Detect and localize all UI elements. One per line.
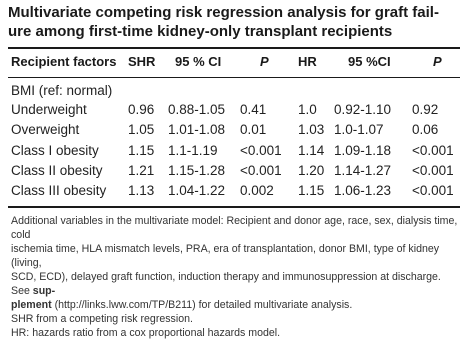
supplement-link-text: sup- [32, 285, 56, 297]
footnote-text: SCD, ECD), delayed graft function, induction therapy and immunosuppression at discharge. See [11, 271, 441, 297]
footnote-line: ischemia time, HLA mismatch levels, PRA, era of transplantation, donor BMI, type of kidney (living, [11, 243, 440, 269]
cell-hr: 1.14 [298, 143, 325, 158]
cell-hr-p: <0.001 [412, 183, 454, 198]
cell-hr: 1.0 [298, 102, 317, 117]
table-header-rule [8, 77, 460, 78]
cell-hr-p: 0.92 [412, 102, 439, 117]
cell-hr-p: 0.06 [412, 122, 439, 137]
cell-shr-p: 0.41 [240, 102, 267, 117]
cell-hr-ci: 1.14-1.27 [334, 163, 392, 178]
header-hr-p: P [433, 54, 442, 69]
cell-shr-p: <0.001 [240, 163, 282, 178]
cell-shr-p: 0.002 [240, 183, 274, 198]
header-recipient-factors: Recipient factors [11, 54, 117, 69]
cell-hr: 1.15 [298, 183, 325, 198]
footnote-line [11, 270, 461, 298]
footnote-hr: HR: hazards ratio from a cox proportional hazards model. [11, 327, 281, 339]
cell-shr: 0.96 [128, 102, 155, 117]
cell-factor: Class II obesity [11, 163, 103, 178]
footnote-shr: SHR from a competing risk regression. [11, 313, 193, 325]
group-label: BMI (ref: normal) [11, 83, 113, 98]
footnote-text: (http://links.lww.com/TP/B211) for detailed multivariate analysis. [51, 299, 353, 311]
cell-shr-p: <0.001 [240, 143, 282, 158]
cell-shr: 1.15 [128, 143, 155, 158]
cell-hr-p: <0.001 [412, 143, 454, 158]
header-shr-ci: 95 % CI [175, 54, 222, 69]
footnote-line: Additional variables in the multivariate model: Recipient and donor age, race, sex, dialysis time, cold [11, 215, 458, 241]
cell-factor: Class III obesity [11, 183, 107, 198]
header-shr-p: P [260, 54, 269, 69]
table-top-rule [8, 47, 460, 49]
cell-hr-ci: 1.0-1.07 [334, 122, 384, 137]
table-row [0, 182, 469, 200]
table-footnotes [11, 214, 461, 340]
cell-hr: 1.20 [298, 163, 325, 178]
table-row [0, 121, 469, 139]
cell-shr-ci: 1.01-1.08 [168, 122, 226, 137]
table-bottom-rule [8, 206, 460, 208]
cell-shr: 1.05 [128, 122, 155, 137]
table-title [8, 3, 460, 41]
cell-hr-ci: 1.06-1.23 [334, 183, 392, 198]
cell-shr: 1.21 [128, 163, 155, 178]
cell-shr: 1.13 [128, 183, 155, 198]
table-row [0, 142, 469, 160]
cell-hr: 1.03 [298, 122, 325, 137]
cell-shr-ci: 1.1-1.19 [168, 143, 218, 158]
cell-shr-p: 0.01 [240, 122, 267, 137]
cell-shr-ci: 1.15-1.28 [168, 163, 226, 178]
group-label-row [0, 82, 469, 100]
cell-hr-p: <0.001 [412, 163, 454, 178]
supplement-link-text-cont: plement [11, 299, 52, 311]
header-shr: SHR [128, 54, 156, 69]
cell-factor: Underweight [11, 102, 87, 117]
cell-shr-ci: 0.88-1.05 [168, 102, 226, 117]
cell-factor: Class I obesity [11, 143, 99, 158]
table-row [0, 101, 469, 119]
header-hr-ci: 95 %CI [348, 54, 391, 69]
cell-factor: Overweight [11, 122, 80, 137]
cell-shr-ci: 1.04-1.22 [168, 183, 226, 198]
cell-hr-ci: 0.92-1.10 [334, 102, 392, 117]
cell-hr-ci: 1.09-1.18 [334, 143, 392, 158]
table-title-line-1: Multivariate competing risk regression analysis for graft fail- [8, 4, 439, 21]
table-row [0, 162, 469, 180]
header-hr: HR [298, 54, 317, 69]
table-title-line-2: ure among first-time kidney-only transplant recipients [8, 23, 393, 40]
